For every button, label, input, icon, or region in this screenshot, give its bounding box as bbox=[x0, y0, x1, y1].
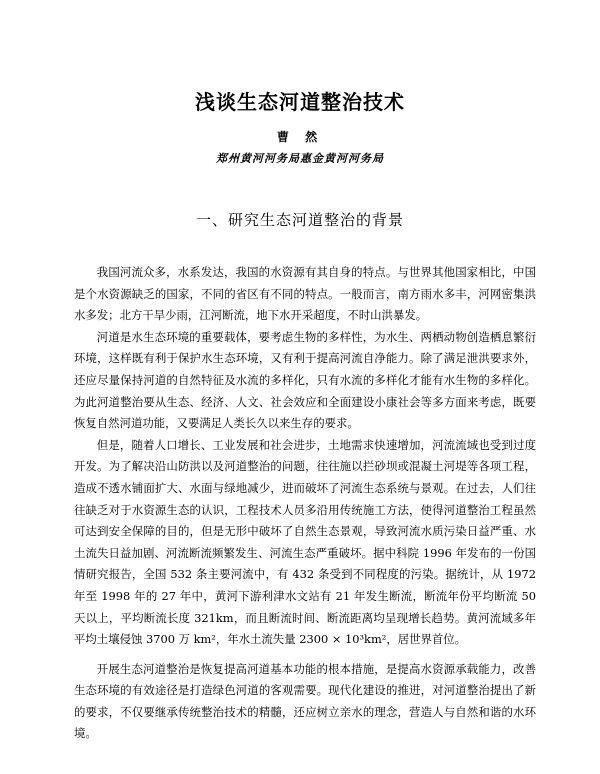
paragraph: 开展生态河道整治是恢复提高河道基本功能的根本措施，是提高水资源承载能力，改善生态环境的有效途径是打造绿色河道的客观需要。现代化建设的推进，对河道整治提出了新的要求，不仅要继承传统整治技术的精髓，还应树立亲水的理念，营造人与自然和谐的水环境。 bbox=[74, 661, 536, 741]
paragraph: 但是，随着人口增长、工业发展和社会进步，土地需求快速增加，河流流域也受到过度开发。为了解决沿山防洪以及河道整治的问题，往往施以拦砂坝或混凝土河堤等各项工程，造成不透水铺面扩大、水面与绿地减少，进而破坏了河流生态系统与景观。在过去，人们往往缺乏对于水资源生态的认识，工程技术人员多沿用传统施工方法，使得河道整治工程虽然可达到安全保障的目的，但是无形中破坏了自然生态景观，导致河流水质污染日益严重、水土流失日益加剧、河流断流频繁发生、河流生态严重破坏。据中科院 1996 年发布的一份国情研究报告，全国 532 条主要河流中，有 432 条受到不同程度的污染。据统计，从 1972 年至 1998 年的 27 年中，黄河下游利津水文站有 21 年发生断流，断流年份平均断流 50 天以上，平均断流长度 321km，而且断流时间、断流距离均呈现增长趋势。黄河流域多年平均土壤侵蚀 3700 万 km²，年水土流失量 2300 × 10³km²，居世界首位。 bbox=[74, 437, 536, 647]
section-heading: 一、研究生态河道整治的背景 bbox=[195, 211, 404, 229]
body-text bbox=[74, 262, 536, 745]
paper-title: 浅谈生态河道整治技术 bbox=[195, 90, 405, 114]
paragraph: 我国河流众多，水系发达，我国的水资源有其自身的特点。与世界其他国家相比，中国是个水资源缺乏的国家，不同的省区有不同的特点。一般而言，南方雨水多丰，河网密集洪水多发；北方干旱少雨，江河断流，地下水开采超度，不时山洪暴发。 bbox=[74, 265, 536, 323]
author-name: 曹 然 bbox=[276, 130, 324, 144]
paragraph: 河道是水生态环境的重要载体，要考虑生物的多样性，为水生、两栖动物创造栖息繁衍环境，这样既有利于保护水生态环境，又有利于提高河流自净能力。除了满足泄洪要求外，还应尽量保持河道的自然特征及水流的多样化，只有水流的多样化才能有水生物的多样化。为此河道整治要从生态、经济、人文、社会效应和全面建设小康社会等多方面来考虑，既要恢复自然河道功能，又要满足人类长久以来生存的要求。 bbox=[74, 329, 536, 431]
author-affiliation: 郑州黄河河务局惠金黄河河务局 bbox=[216, 152, 384, 165]
